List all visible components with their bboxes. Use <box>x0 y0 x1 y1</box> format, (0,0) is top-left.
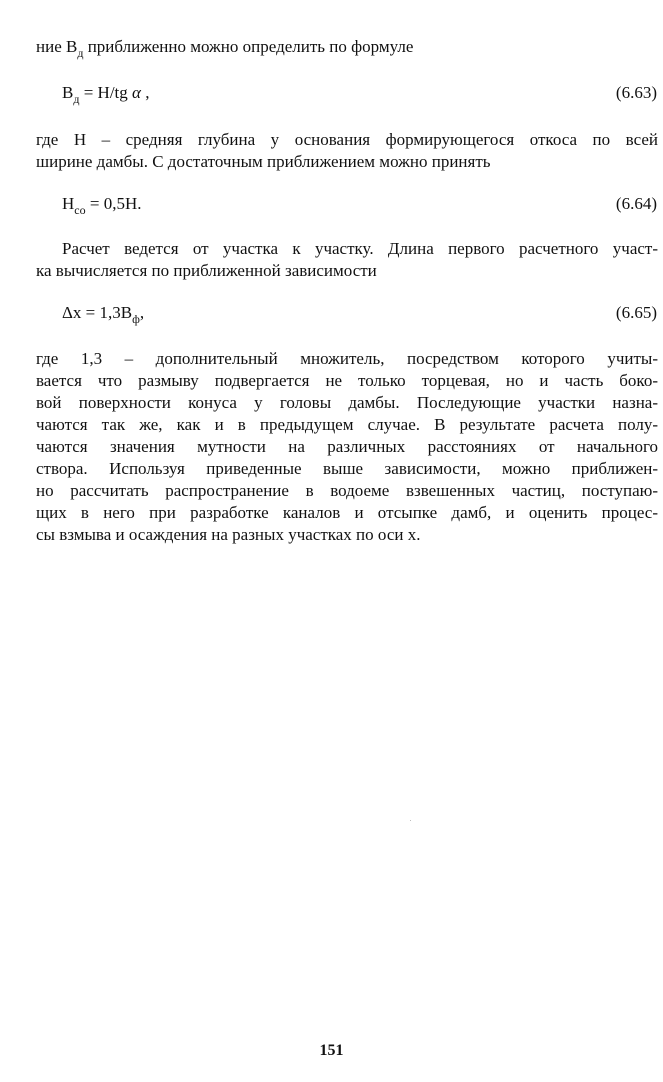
text-line: ка вычисляется по приближенной зависимости <box>36 261 377 280</box>
text-line: где Н – средняя глубина у основания формирующегося откоса по всей <box>36 130 658 149</box>
text-fragment: приближенно можно определить по формуле <box>83 37 414 56</box>
formula-alpha: α <box>132 83 141 102</box>
formula-tail: , <box>139 303 145 322</box>
formula-6-64 <box>62 193 141 215</box>
text-line: щих в него при разработке каналов и отсыпке дамб, и оценить процес- <box>36 503 658 522</box>
text-line: вается что размыву подвергается не только торцевая, но и часть боко- <box>36 371 658 390</box>
text-line: чаются так же, как и в предыдущем случае. В результате расчета полу- <box>36 415 658 434</box>
equation-number: (6.63) <box>615 83 657 102</box>
formula-lhs-subscript: со <box>74 203 86 217</box>
text-fragment: ние В <box>36 37 78 56</box>
formula-subscript: ф <box>132 312 140 326</box>
formula-lhs-subscript: д <box>73 92 80 106</box>
text-line: чаются значения мутности на различных расстояниях от начального <box>36 437 658 456</box>
equation-number: (6.65) <box>615 303 657 322</box>
formula-tail: , <box>140 83 150 102</box>
formula-rhs: = H/tg <box>79 83 133 102</box>
formula-lhs: Δx = 1,3B <box>62 303 133 322</box>
text-line: ширине дамбы. С достаточным приближением можно принять <box>36 152 491 171</box>
text-line: где 1,3 – дополнительный множитель, посредством которого учиты- <box>36 349 658 368</box>
text-line: сы взмыва и осаждения на разных участках по оси x. <box>36 525 421 544</box>
formula-rhs: = 0,5Н. <box>85 194 142 213</box>
scan-speck <box>410 820 411 821</box>
formula-6-63 <box>62 82 149 104</box>
formula-lhs: В <box>62 83 74 102</box>
text-line: вой поверхности конуса у головы дамбы. Последующие участки назна- <box>36 393 658 412</box>
page-number: 151 <box>319 1042 344 1059</box>
text-line: но рассчитать распространение в водоеме взвешенных частиц, поступаю- <box>36 481 658 500</box>
text-line: Расчет ведется от участка к участку. Длина первого расчетного участ- <box>62 239 658 258</box>
text-line: створа. Используя приведенные выше зависимости, можно приближен- <box>36 459 658 478</box>
equation-number: (6.64) <box>615 194 657 213</box>
text-line <box>36 36 658 58</box>
subscript: д <box>77 46 84 60</box>
formula-lhs: Н <box>62 194 75 213</box>
formula-6-65 <box>62 302 144 324</box>
